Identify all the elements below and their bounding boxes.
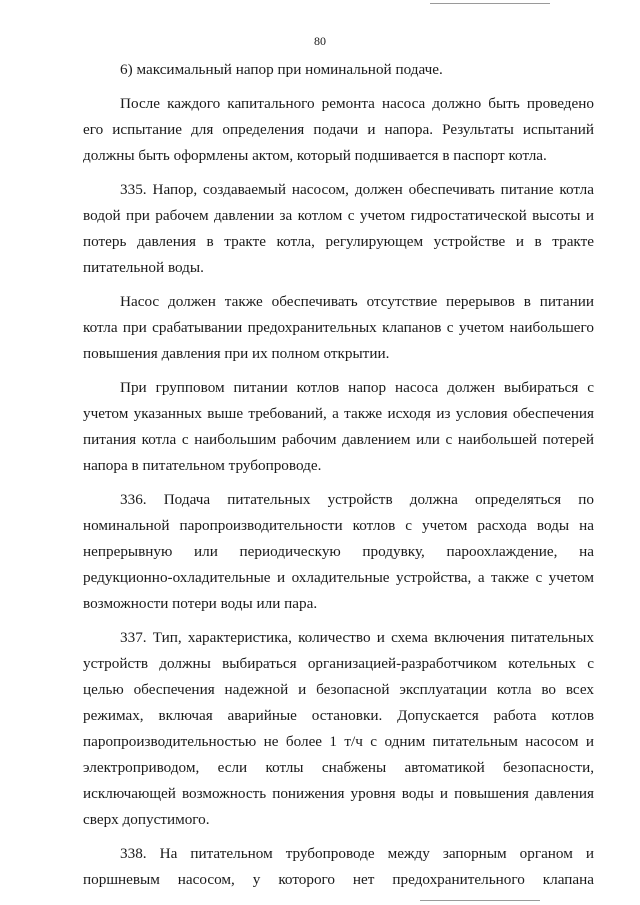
- scan-edge-top: [430, 3, 550, 4]
- paragraph-335: 335. Напор, создаваемый насосом, должен обеспечивать питание котла водой при рабочем давлении за котлом с учетом гидростатической высоты и потерь давления в тракте котла, регулирующем устройстве и в тракте питательной воды.: [83, 181, 594, 276]
- paragraph-338: 338. На питательном трубопроводе между запорным органом и поршневым насосом, у которого нет предохранительного клапана: [83, 845, 594, 888]
- paragraph-pump-repair-test: После каждого капитального ремонта насоса должно быть проведено его испытание для определения подачи и напора. Результаты испытаний должны быть оформлены актом, который подшивается в паспорт котла.: [83, 95, 594, 164]
- paragraph-337: 337. Тип, характеристика, количество и схема включения питательных устройств должны выбираться организацией-разработчиком котельных с целью обеспечения надежной и безопасной эксплуатации котла во всех режимах, включая аварийные остановки. Допускается работа котлов паропроизводительностью не более 1 т/ч с одним питательным насосом и электроприводом, если котлы снабжены автоматикой безопасности, исключающей возможность понижения уровня воды и повышения давления сверх допустимого.: [83, 629, 594, 828]
- paragraph-pump-continuity: Насос должен также обеспечивать отсутствие перерывов в питании котла при срабатывании предохранительных клапанов с учетом наибольшего повышения давления при их полном открытии.: [83, 293, 594, 362]
- scan-edge-bottom: [420, 900, 540, 901]
- paragraph-group-feed: При групповом питании котлов напор насоса должен выбираться с учетом указанных выше требований, а также исходя из условия обеспечения питания котла с наибольшим рабочим давлением или с наибольшей потерей напора в питательном трубопроводе.: [83, 379, 594, 474]
- paragraph-item-6-end: 6) максимальный напор при номинальной подаче.: [120, 61, 443, 78]
- paragraph-336: 336. Подача питательных устройств должна определяться по номинальной паропроизводительности котлов с учетом расхода воды на непрерывную или периодическую продувку, пароохлаждение, на редукционно-охладительные и охладительные устройства, а также с учетом возможности потери воды или пара.: [83, 491, 594, 612]
- page-number: 80: [314, 34, 326, 48]
- document-body: [83, 57, 594, 893]
